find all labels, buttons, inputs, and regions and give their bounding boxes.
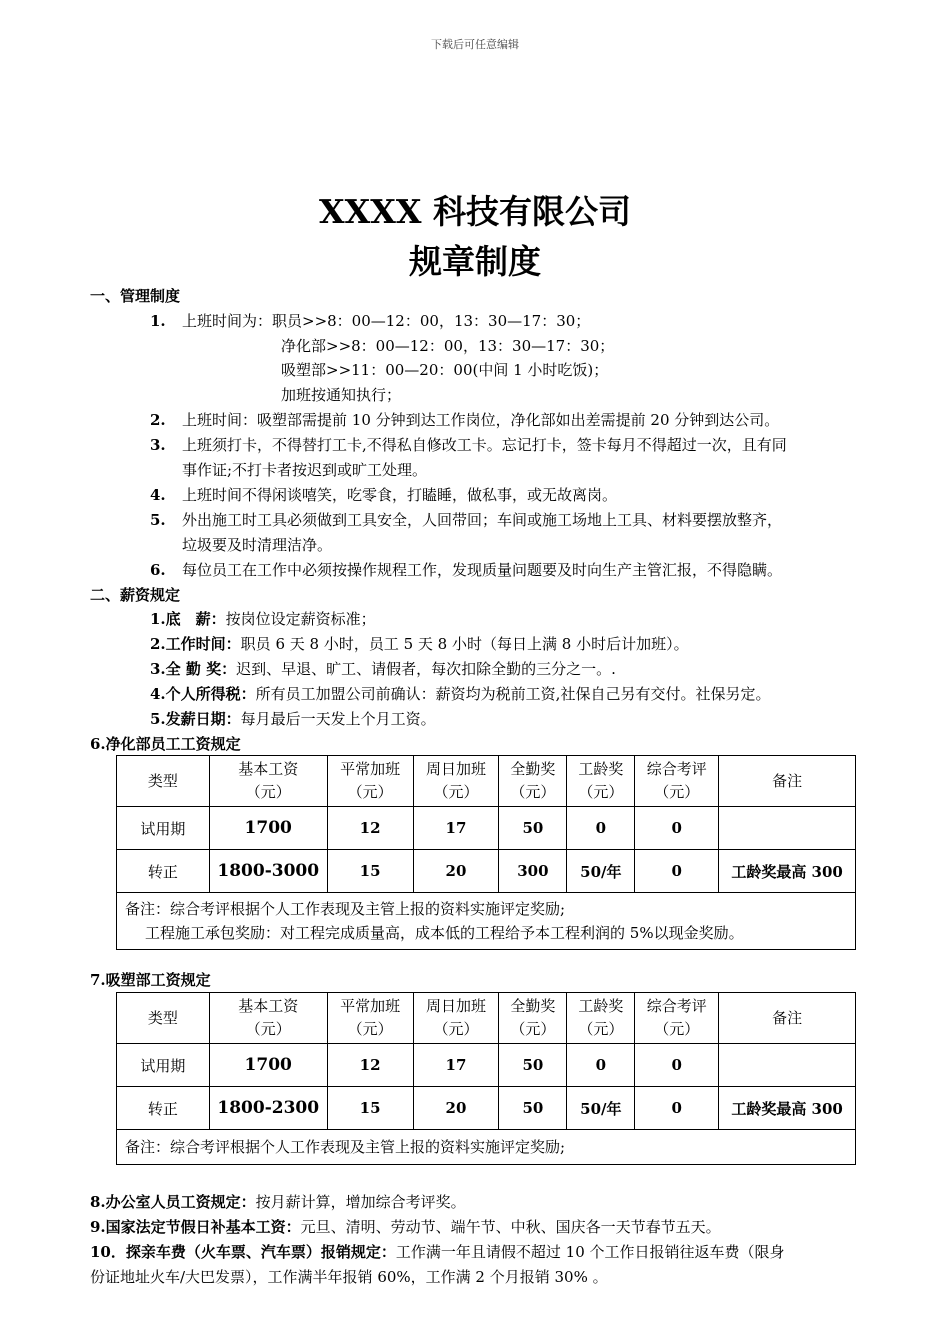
salary-item-text: 职员 6 天 8 小时，员工 5 天 8 小时（每日上满 8 小时后计加班）。 — [240, 635, 689, 653]
table-row — [117, 1087, 856, 1130]
table-note-row — [117, 893, 856, 950]
table-cell: 试用期 — [117, 1044, 210, 1087]
travel-reimbursement-rule — [90, 1242, 785, 1262]
table-cell: 0 — [635, 1087, 719, 1130]
table-cell: 1800-2300 — [209, 1087, 327, 1130]
salary-item-label: 2.工作时间： — [150, 635, 241, 653]
item-number: 5. — [150, 511, 166, 529]
table-cell: 15 — [327, 850, 413, 893]
table-cell: 1800-3000 — [209, 850, 327, 893]
header-cell: 综合考评 （元） — [635, 993, 719, 1044]
table-cell: 1700 — [209, 807, 327, 850]
header-cell: 类型 — [117, 993, 210, 1044]
table-cell: 0 — [635, 1044, 719, 1087]
rule-item-3 — [150, 435, 787, 455]
table-cell: 17 — [413, 807, 499, 850]
header-cell: 全勤奖 （元） — [499, 993, 567, 1044]
header-cell: 周日加班 （元） — [413, 993, 499, 1044]
rule-text: 按月薪计算，增加综合考评奖。 — [255, 1193, 466, 1211]
section2-heading: 二、薪资规定 — [90, 586, 181, 604]
holiday-rule — [90, 1217, 721, 1237]
table-row — [117, 850, 856, 893]
salary-item-text: 所有员工加盟公司前确认：薪资均为税前工资,社保自己另有交付。社保另定。 — [255, 685, 771, 703]
header-note: 下载后可任意编辑 — [431, 38, 519, 51]
table-cell: 转正 — [117, 1087, 210, 1130]
item-number: 2. — [150, 411, 166, 429]
header-cell: 平常加班 （元） — [327, 993, 413, 1044]
note-line: 备注：综合考评根据个人工作表现及主管上报的资料实施评定奖励; — [125, 900, 566, 918]
rule-item-1-line2: 净化部>>8：00—12：00，13：30—17：30； — [281, 337, 615, 355]
rule-item-5-line2: 垃圾要及时清理洁净。 — [182, 536, 333, 554]
item-number: 6. — [150, 561, 166, 579]
salary-item — [150, 684, 770, 704]
rule-item-4 — [150, 485, 617, 505]
header-cell: 类型 — [117, 756, 210, 807]
salary-item — [150, 609, 376, 629]
company-title: XXXX 科技有限公司 — [319, 192, 631, 231]
table-cell: 1700 — [209, 1044, 327, 1087]
table-cell: 50 — [499, 1044, 567, 1087]
table-row — [117, 1044, 856, 1087]
rule-item-1 — [150, 311, 590, 331]
table-cell: 0 — [567, 1044, 635, 1087]
item-text: 每位员工在工作中必须按操作规程工作，发现质量问题要及时向生产主管汇报，不得隐瞒。 — [182, 561, 783, 579]
table-cell — [719, 1044, 856, 1087]
header-cell: 工龄奖 （元） — [567, 756, 635, 807]
item-text: 上班时间：吸塑部需提前 10 分钟到达工作岗位，净化部如出差需提前 20 分钟到达公司。 — [182, 411, 780, 429]
header-cell: 备注 — [719, 756, 856, 807]
header-cell: 工龄奖 （元） — [567, 993, 635, 1044]
table-cell: 12 — [327, 1044, 413, 1087]
rule-text: 元旦、清明、劳动节、端午节、中秋、国庆各一天节春节五天。 — [300, 1218, 721, 1236]
item-text: 上班时间不得闲谈嘻笑，吃零食，打瞌睡，做私事，或无故离岗。 — [182, 486, 618, 504]
salary-item-text: 迟到、早退、旷工、请假者，每次扣除全勤的三分之一。. — [236, 660, 616, 678]
item-number: 1. — [150, 312, 166, 330]
salary-item — [150, 634, 689, 654]
purification-wage-table — [116, 755, 856, 950]
salary-item-label: 3.全 勤 奖： — [150, 660, 237, 678]
table-cell: 12 — [327, 807, 413, 850]
table2-caption: 7.吸塑部工资规定 — [90, 971, 211, 989]
table-cell: 工龄奖最高 300 — [719, 1087, 856, 1130]
header-cell: 全勤奖 （元） — [499, 756, 567, 807]
rule-label: 8.办公室人员工资规定： — [90, 1193, 256, 1211]
table-cell: 20 — [413, 1087, 499, 1130]
salary-item-text: 每月最后一天发上个月工资。 — [240, 710, 436, 728]
rule-label: 10．探亲车费（火车票、汽车票）报销规定： — [90, 1243, 396, 1261]
rule-item-6 — [150, 560, 782, 580]
table-cell: 0 — [635, 850, 719, 893]
rule-label: 9.国家法定节假日补基本工资： — [90, 1218, 301, 1236]
table-cell: 转正 — [117, 850, 210, 893]
header-cell: 基本工资 （元） — [209, 756, 327, 807]
table-cell — [719, 807, 856, 850]
item-text: 上班须打卡，不得替打工卡,不得私自修改工卡。忘记打卡，签卡每月不得超过一次，且有同 — [182, 436, 787, 454]
table-note — [117, 893, 856, 950]
travel-reimbursement-rule-line2: 份证地址火车/大巴发票），工作满半年报销 60%，工作满 2 个月报销 30% 。 — [90, 1268, 608, 1286]
table-cell: 工龄奖最高 300 — [719, 850, 856, 893]
salary-item — [150, 659, 616, 679]
table-cell: 试用期 — [117, 807, 210, 850]
office-salary-rule — [90, 1192, 466, 1212]
salary-item-text: 按岗位设定薪资标准； — [225, 610, 376, 628]
rule-item-1-line4: 加班按通知执行； — [281, 386, 402, 404]
table-row — [117, 807, 856, 850]
rule-item-5 — [150, 510, 782, 530]
table-header-row — [117, 993, 856, 1044]
salary-item — [150, 709, 436, 729]
table-cell: 0 — [567, 807, 635, 850]
section1-heading: 一、管理制度 — [90, 287, 181, 305]
table-cell: 50/年 — [567, 850, 635, 893]
table-cell: 50 — [499, 807, 567, 850]
header-cell: 综合考评 （元） — [635, 756, 719, 807]
item-text: 外出施工时工具必须做到工具安全，人回带回；车间或施工场地上工具、材料要摆放整齐， — [182, 511, 783, 529]
header-cell: 基本工资 （元） — [209, 993, 327, 1044]
item-number: 4. — [150, 486, 166, 504]
salary-item-label: 1.底 薪： — [150, 610, 226, 628]
header-cell: 平常加班 （元） — [327, 756, 413, 807]
table-cell: 0 — [635, 807, 719, 850]
rule-item-3-line2: 事作证;不打卡者按迟到或旷工处理。 — [182, 461, 428, 479]
item-text: 上班时间为：职员>>8：00—12：00，13：30—17：30； — [182, 312, 591, 330]
document-title: 规章制度 — [409, 242, 541, 281]
note-line: 工程施工承包奖励：对工程完成质量高，成本低的工程给予本工程利润的 5%以现金奖励。 — [145, 924, 744, 942]
table1-caption: 6.净化部员工工资规定 — [90, 735, 241, 753]
plastic-wage-table — [116, 992, 856, 1165]
rule-item-2 — [150, 410, 779, 430]
table-cell: 17 — [413, 1044, 499, 1087]
table-header-row — [117, 756, 856, 807]
rule-item-1-line3: 吸塑部>>11：00—20：00(中间 1 小时吃饭)； — [281, 361, 609, 379]
table-cell: 15 — [327, 1087, 413, 1130]
table-cell: 300 — [499, 850, 567, 893]
salary-item-label: 4.个人所得税： — [150, 685, 256, 703]
table-cell: 20 — [413, 850, 499, 893]
item-number: 3. — [150, 436, 166, 454]
salary-item-label: 5.发薪日期： — [150, 710, 241, 728]
note-line: 备注：综合考评根据个人工作表现及主管上报的资料实施评定奖励; — [125, 1138, 566, 1156]
table-note-row — [117, 1130, 856, 1165]
table-cell: 50 — [499, 1087, 567, 1130]
table-note — [117, 1130, 856, 1165]
table-cell: 50/年 — [567, 1087, 635, 1130]
header-cell: 备注 — [719, 993, 856, 1044]
header-cell: 周日加班 （元） — [413, 756, 499, 807]
rule-text: 工作满一年且请假不超过 10 个工作日报销往返车费（限身 — [395, 1243, 785, 1261]
